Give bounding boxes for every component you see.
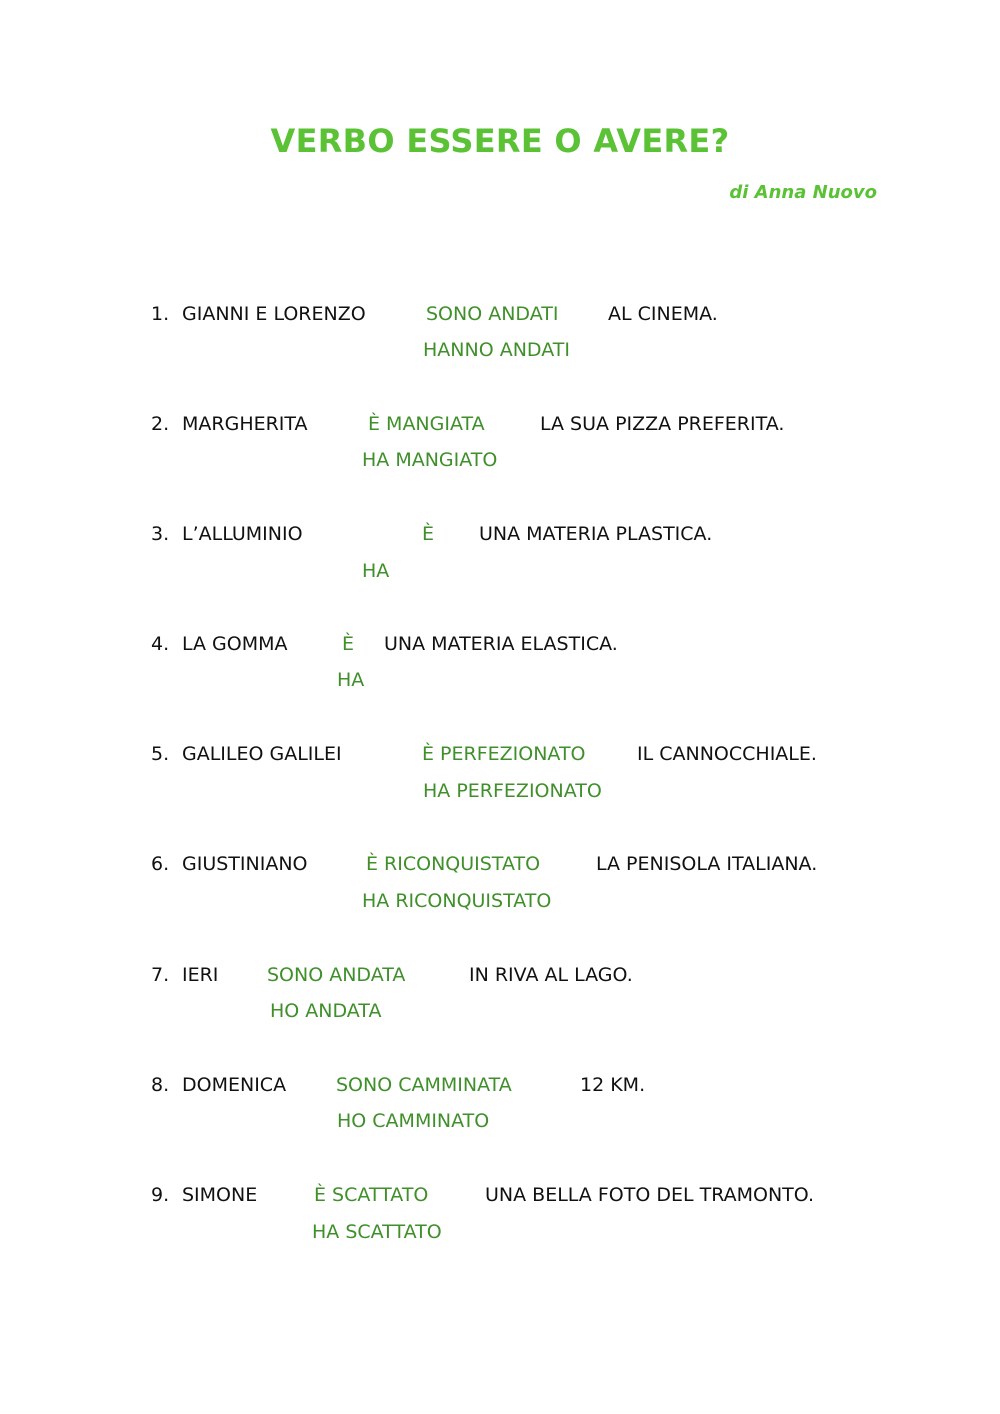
exercise-item-5: [0, 742, 1000, 822]
exercise-rest: UNA MATERIA ELASTICA.: [384, 633, 618, 655]
exercise-subject: SIMONE: [182, 1184, 258, 1206]
exercise-rest: IN RIVA AL LAGO.: [469, 964, 633, 986]
option-a[interactable]: È SCATTATO: [314, 1184, 429, 1206]
exercise-number: 2.: [151, 413, 170, 435]
option-b[interactable]: HA: [362, 560, 390, 582]
exercise-rest: UNA MATERIA PLASTICA.: [479, 523, 713, 545]
option-b[interactable]: HA PERFEZIONATO: [423, 780, 602, 802]
option-a[interactable]: È RICONQUISTATO: [366, 853, 541, 875]
exercise-number: 4.: [151, 633, 170, 655]
exercise-subject: DOMENICA: [182, 1074, 287, 1096]
option-a[interactable]: È: [422, 523, 435, 545]
exercise-subject: GALILEO GALILEI: [182, 743, 342, 765]
exercise-rest: UNA BELLA FOTO DEL TRAMONTO.: [485, 1184, 815, 1206]
exercise-subject: IERI: [182, 964, 219, 986]
exercise-item-3: [0, 522, 1000, 602]
exercise-item-4: [0, 632, 1000, 712]
option-b[interactable]: HA: [337, 669, 365, 691]
exercise-number: 6.: [151, 853, 170, 875]
exercise-item-6: [0, 852, 1000, 932]
exercise-subject: GIANNI E LORENZO: [182, 303, 366, 325]
option-a[interactable]: SONO CAMMINATA: [336, 1074, 512, 1096]
exercise-rest: LA PENISOLA ITALIANA.: [596, 853, 818, 875]
exercise-item-2: [0, 412, 1000, 492]
exercise-rest: 12 KM.: [580, 1074, 646, 1096]
exercise-item-8: [0, 1073, 1000, 1153]
exercise-number: 5.: [151, 743, 170, 765]
option-b[interactable]: HO CAMMINATO: [337, 1110, 490, 1132]
option-b[interactable]: HA RICONQUISTATO: [362, 890, 552, 912]
option-b[interactable]: HA MANGIATO: [362, 449, 498, 471]
option-b[interactable]: HANNO ANDATI: [423, 339, 570, 361]
option-a[interactable]: È PERFEZIONATO: [422, 743, 586, 765]
exercise-number: 8.: [151, 1074, 170, 1096]
exercise-item-1: [0, 302, 1000, 382]
exercise-number: 7.: [151, 964, 170, 986]
exercise-subject: MARGHERITA: [182, 413, 308, 435]
option-b[interactable]: HO ANDATA: [270, 1000, 382, 1022]
option-a[interactable]: SONO ANDATA: [267, 964, 406, 986]
exercise-number: 3.: [151, 523, 170, 545]
option-a[interactable]: È MANGIATA: [368, 413, 485, 435]
exercise-rest: LA SUA PIZZA PREFERITA.: [540, 413, 785, 435]
option-b[interactable]: HA SCATTATO: [312, 1221, 442, 1243]
exercise-item-7: [0, 963, 1000, 1043]
exercise-item-9: [0, 1183, 1000, 1263]
exercise-subject: GIUSTINIANO: [182, 853, 308, 875]
exercise-rest: AL CINEMA.: [608, 303, 718, 325]
exercise-rest: IL CANNOCCHIALE.: [637, 743, 817, 765]
exercise-number: 9.: [151, 1184, 170, 1206]
exercise-number: 1.: [151, 303, 170, 325]
option-a[interactable]: SONO ANDATI: [426, 303, 559, 325]
worksheet-title: VERBO ESSERE O AVERE?: [270, 122, 730, 160]
exercise-subject: LA GOMMA: [182, 633, 288, 655]
option-a[interactable]: È: [342, 633, 355, 655]
worksheet-author: di Anna Nuovo: [729, 182, 877, 203]
exercise-subject: L’ALLUMINIO: [182, 523, 303, 545]
